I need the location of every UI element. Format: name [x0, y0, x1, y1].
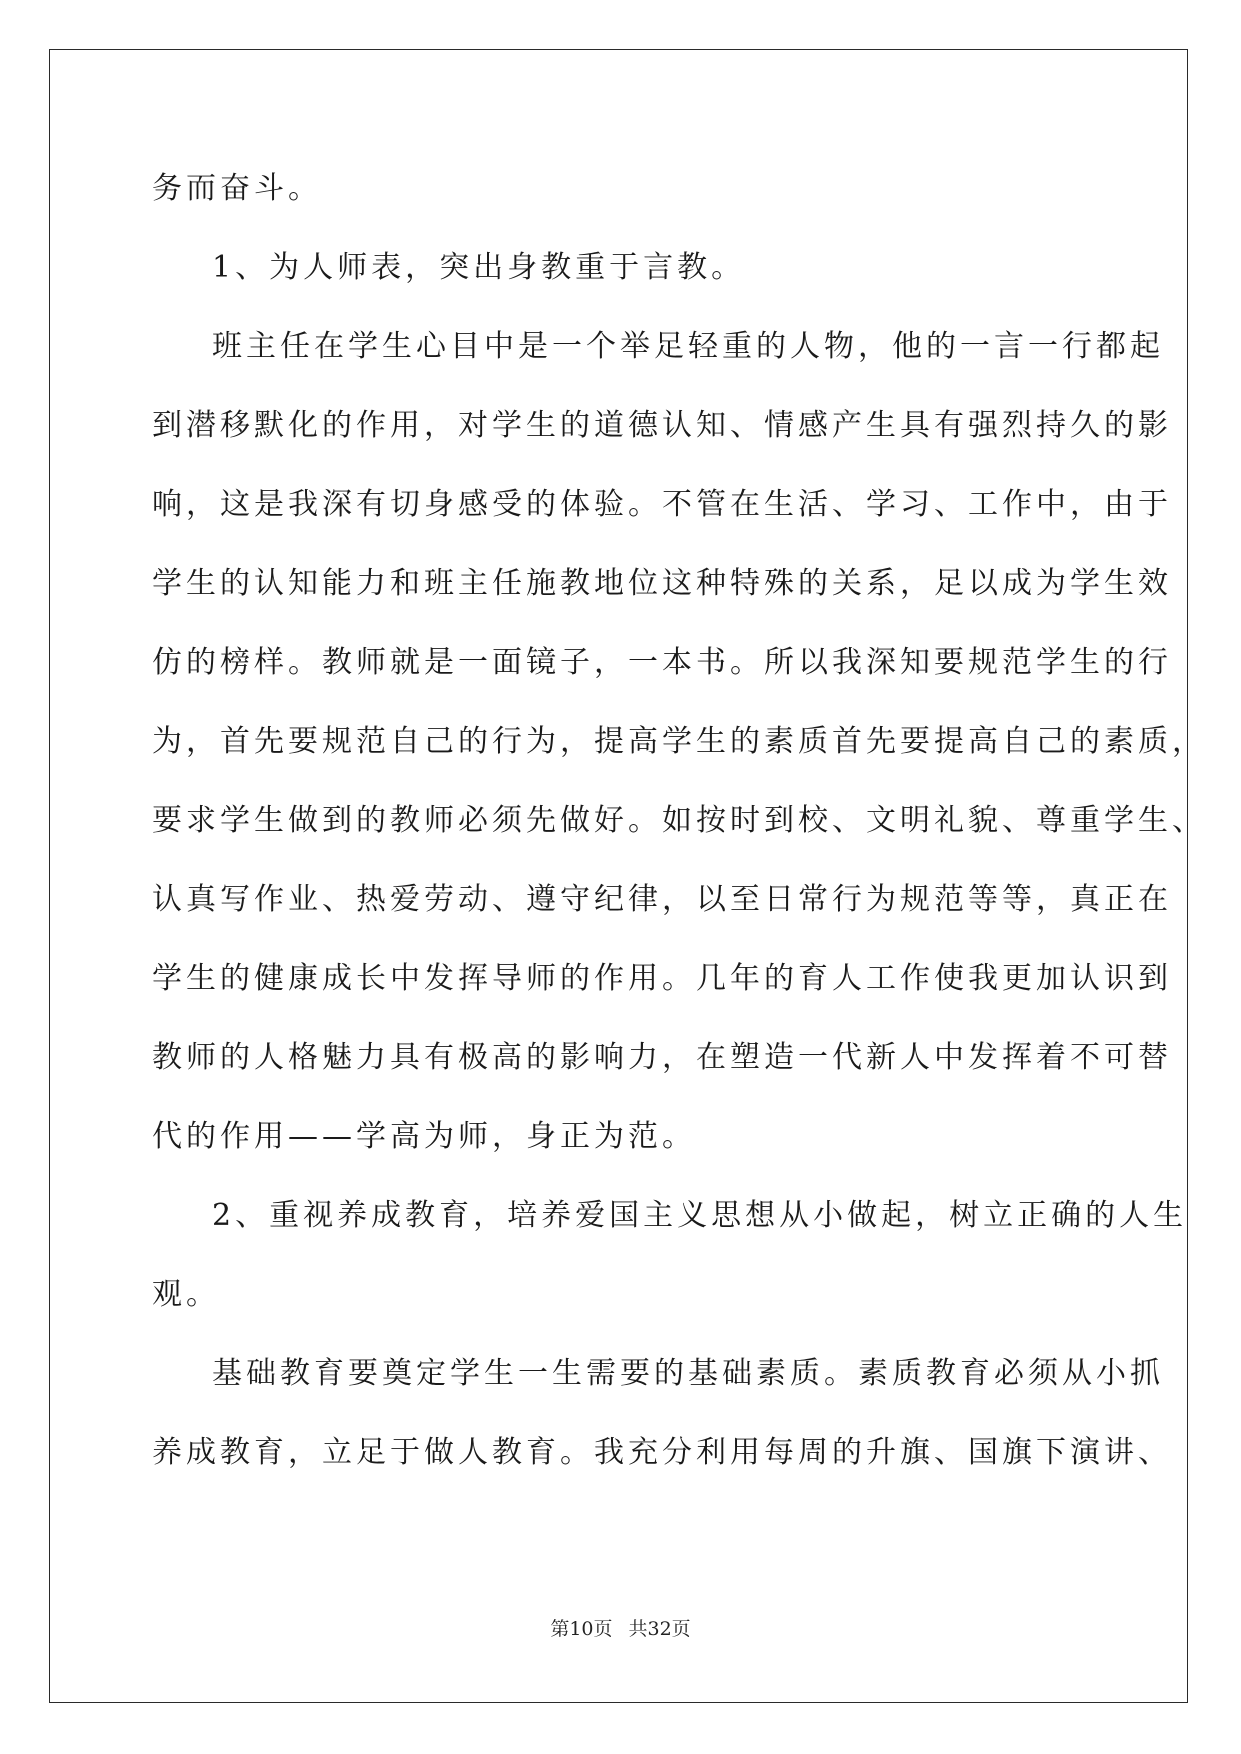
text-line: 认真写作业、热爱劳动、遵守纪律，以至日常行为规范等等，真正在	[152, 882, 1172, 917]
text-line: 代的作用——学高为师，身正为范。	[152, 1119, 696, 1154]
text-line: 养成教育，立足于做人教育。我充分利用每周的升旗、国旗下演讲、	[152, 1435, 1172, 1470]
text-line: 班主任在学生心目中是一个举足轻重的人物，他的一言一行都起	[212, 329, 1164, 364]
text-line: 教师的人格魅力具有极高的影响力，在塑造一代新人中发挥着不可替	[152, 1040, 1172, 1075]
text-line: 2、重视养成教育，培养爱国主义思想从小做起，树立正确的人生	[212, 1198, 1188, 1233]
page-number-current: 第10页	[550, 1618, 613, 1640]
page-number-total: 共32页	[628, 1618, 691, 1640]
text-line: 务而奋斗。	[152, 171, 322, 206]
page-footer	[0, 1618, 1241, 1640]
text-line: 要求学生做到的教师必须先做好。如按时到校、文明礼貌、尊重学生、	[152, 803, 1206, 838]
text-line: 学生的认知能力和班主任施教地位这种特殊的关系，足以成为学生效	[152, 566, 1172, 601]
text-line: 响，这是我深有切身感受的体验。不管在生活、学习、工作中，由于	[152, 487, 1172, 522]
text-line: 基础教育要奠定学生一生需要的基础素质。素质教育必须从小抓	[212, 1356, 1164, 1391]
text-line: 学生的健康成长中发挥导师的作用。几年的育人工作使我更加认识到	[152, 961, 1172, 996]
text-line: 1、为人师表，突出身教重于言教。	[212, 250, 746, 285]
text-line: 仿的榜样。教师就是一面镜子，一本书。所以我深知要规范学生的行	[152, 645, 1172, 680]
text-line: 到潜移默化的作用，对学生的道德认知、情感产生具有强烈持久的影	[152, 408, 1172, 443]
text-line: 观。	[152, 1277, 220, 1312]
text-line: 为，首先要规范自己的行为，提高学生的素质首先要提高自己的素质，	[152, 724, 1206, 759]
